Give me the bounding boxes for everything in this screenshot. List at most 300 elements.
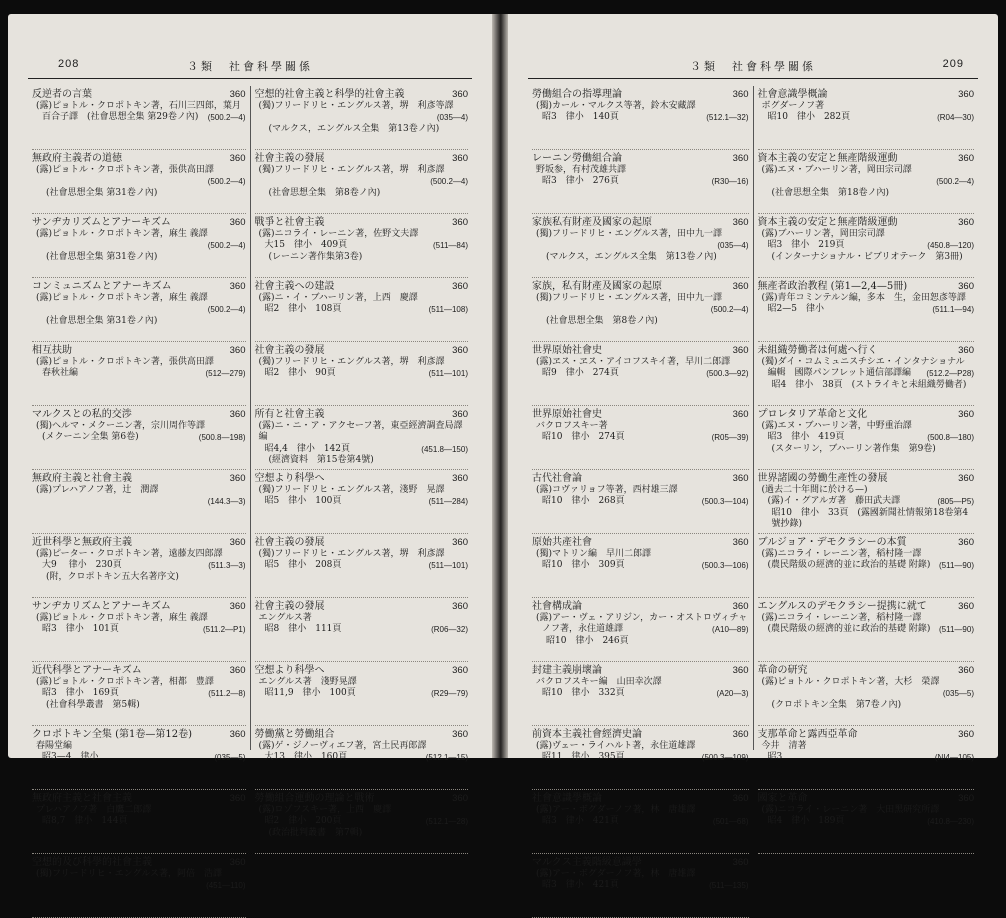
entry-author: 春陽堂編 xyxy=(36,740,73,751)
entry-price: 360 xyxy=(958,601,974,612)
entry-price: 360 xyxy=(732,665,749,676)
entry-call-number: (511.3—3) xyxy=(208,561,246,570)
entry-detail-row xyxy=(758,560,975,572)
entry-title: プロレタリア革命と文化 xyxy=(757,409,868,420)
entry-author: (露)ニコライ・レーニン著，佐野文夫譯 xyxy=(258,228,419,239)
entry-call-number: (501—68) xyxy=(712,817,749,826)
entry-note: (社會科學叢書 第5輯) xyxy=(46,699,140,710)
entry-title: マルクスとの私的交渉 xyxy=(32,409,132,420)
entry-author: (獨)フリードリヒ・エングルス著，阿倍 浩譯 xyxy=(36,868,222,879)
entry-price: 360 xyxy=(229,793,246,804)
entry-detail-row xyxy=(758,752,975,764)
entry-call-number: (511—90) xyxy=(939,625,974,634)
entry-call-number: (451—110) xyxy=(206,881,246,890)
catalog-entry xyxy=(532,86,749,150)
entry-note: (クロポトキン全集 第7卷ノ內) xyxy=(771,699,902,710)
entry-detail: 百合子譯 (社會思想全集 第29卷ノ內) xyxy=(42,112,199,122)
entry-price: 360 xyxy=(452,153,468,164)
entry-detail-row xyxy=(255,560,469,572)
entry-detail: 昭3 律小 140頁 xyxy=(542,112,619,122)
entry-call-number: (NI4—105) xyxy=(934,753,974,762)
catalog-entry xyxy=(532,214,749,278)
entry-detail: 昭4 律小 189頁 xyxy=(767,816,845,826)
catalog-entry xyxy=(532,278,749,342)
entry-author: (露)ブハーリン著，岡田宗司譯 xyxy=(761,228,885,239)
entry-detail: 昭3 律小 421頁 xyxy=(542,816,619,826)
entry-detail-row xyxy=(255,752,469,764)
entry-title-row xyxy=(255,281,469,293)
entry-title: 國家と革命 xyxy=(757,793,808,804)
right-columns xyxy=(528,86,978,890)
entry-title: 所有と社會主義 xyxy=(254,409,325,420)
entry-title: 勞働組合運動の理論と戰術 xyxy=(254,793,375,804)
entry-title-row xyxy=(255,665,469,677)
entry-call-number: (035—4) xyxy=(717,241,749,250)
catalog-entry xyxy=(532,150,749,214)
entry-price: 360 xyxy=(229,665,246,676)
entry-call-number: (500.2—4) xyxy=(207,177,246,186)
entry-price: 360 xyxy=(958,281,974,292)
entry-title: 無政府主義と社會主義 xyxy=(32,793,132,804)
entry-price: 360 xyxy=(229,217,246,228)
entry-title: クロポトキン全集 (第1卷—第12卷) xyxy=(32,729,192,740)
entry-title-row xyxy=(32,345,246,357)
entry-title: 相互扶助 xyxy=(32,345,72,356)
entry-author: (獨)マトリン編 早川二郎譯 xyxy=(536,548,652,559)
entry-author: (露)ニコライ・レーニン著 大田黑研究所譯 xyxy=(761,804,940,815)
right-header-rule xyxy=(528,78,978,79)
entry-detail-row xyxy=(758,624,975,636)
entry-detail-row xyxy=(32,368,246,380)
entry-price: 360 xyxy=(452,409,468,420)
right-column-2 xyxy=(753,86,979,826)
entry-price: 360 xyxy=(958,217,974,228)
entry-detail-row xyxy=(532,176,749,188)
catalog-entry xyxy=(32,662,246,726)
entry-title-row xyxy=(758,409,975,421)
left-header-rule xyxy=(28,78,472,79)
entry-note: (社會思想全集 第31卷ノ內) xyxy=(46,251,158,262)
entry-detail: 昭3 律小 419頁 xyxy=(767,432,845,442)
entry-price: 360 xyxy=(732,601,749,612)
entry-detail: 昭3 律小 219頁 xyxy=(767,240,845,250)
entry-price: 360 xyxy=(229,409,246,420)
entry-author: エングルス著 淺野晃譯 xyxy=(258,676,357,687)
entry-author: (露)アー・ボグダーノフ著，林 唐雄譯 xyxy=(536,868,696,879)
entry-title-row xyxy=(255,409,469,421)
entry-title-row xyxy=(32,89,246,101)
entry-note: (社會思想全集 第18卷ノ內) xyxy=(771,187,889,198)
catalog-entry xyxy=(758,790,975,854)
entry-detail: 昭2 律小 108頁 xyxy=(264,304,342,314)
entry-detail: 昭11,9 律小 100頁 xyxy=(264,688,356,698)
catalog-entry xyxy=(32,214,246,278)
entry-detail-row xyxy=(255,816,469,828)
entry-call-number: (511—108) xyxy=(428,305,468,314)
entry-title: 空想より科學へ xyxy=(254,665,325,676)
catalog-entry xyxy=(532,854,749,918)
catalog-entry xyxy=(758,342,975,406)
entry-author: (露)アー・ヴェ・アリジン，カー・オストロヴィチャ xyxy=(536,612,748,623)
entry-price: 360 xyxy=(958,89,974,100)
entry-price: 360 xyxy=(229,345,246,356)
entry-author: (露)ヴェー・ライハルト著，永住道雄譯 xyxy=(536,740,696,751)
entry-detail: 昭10 律小 332頁 xyxy=(542,688,625,698)
entry-note: (インターナショナル・ビブリオテーク 第3冊) xyxy=(771,251,963,262)
entry-call-number: (144.3—3) xyxy=(207,497,246,506)
entry-detail-row xyxy=(255,688,469,700)
entry-price: 360 xyxy=(229,89,246,100)
entry-price: 360 xyxy=(958,729,974,740)
catalog-entry xyxy=(255,278,469,342)
entry-title: 近代科學とアナーキズム xyxy=(32,665,142,676)
entry-note: (社會思想全集 第8卷ノ內) xyxy=(546,315,658,326)
entry-title: 世界諸國の勞働生產性の發展 xyxy=(757,473,888,484)
catalog-entry xyxy=(255,214,469,278)
entry-price: 360 xyxy=(732,89,749,100)
left-column-1 xyxy=(28,86,250,890)
entry-detail-row xyxy=(32,560,246,572)
entry-title-row xyxy=(255,601,469,613)
entry-title: ブルジョア・デモクラシーの本質 xyxy=(757,537,907,548)
right-running-title: ３類 社會科學關係 xyxy=(690,60,816,73)
entry-call-number: (035—4) xyxy=(436,113,468,122)
entry-title: サンヂカリズムとアナーキズム xyxy=(32,601,171,612)
entry-note: (社會思想全集 第31卷ノ內) xyxy=(46,187,158,198)
entry-title-row xyxy=(255,345,469,357)
entry-price: 360 xyxy=(452,729,468,740)
entry-title: 資本主義の安定と無產階級運動 xyxy=(757,153,898,164)
entry-detail: 昭3 律小 421頁 xyxy=(542,880,619,890)
entry-detail-row xyxy=(758,304,975,316)
entry-detail: ノフ著，永住道雄譯 xyxy=(542,624,624,634)
entry-call-number: (A10—89) xyxy=(712,625,749,634)
entry-author: 野坂参，有村茂雄共譯 xyxy=(536,164,627,175)
catalog-entry xyxy=(532,342,749,406)
right-page-number: 209 xyxy=(942,58,964,70)
entry-detail: 昭10 律小 268頁 xyxy=(542,496,625,506)
catalog-entry xyxy=(758,214,975,278)
entry-detail-row xyxy=(255,112,469,124)
entry-title-row xyxy=(758,793,975,805)
entry-price: 360 xyxy=(452,473,468,484)
entry-call-number: (451.8—150) xyxy=(421,444,468,454)
entry-note: (社會思想全集 第8卷ノ內) xyxy=(268,187,381,198)
entry-call-number: (511—284) xyxy=(428,497,468,506)
entry-title-row xyxy=(32,537,246,549)
left-columns xyxy=(28,86,472,890)
entry-title: 世界原始社會史 xyxy=(532,409,602,420)
entry-detail-row xyxy=(758,432,975,444)
catalog-entry xyxy=(532,790,749,854)
entry-title-row xyxy=(532,281,749,293)
entry-title-row xyxy=(758,729,975,741)
entry-detail xyxy=(32,880,42,892)
entry-title: 家族私有財產及國家の起原 xyxy=(532,217,652,228)
entry-price: 360 xyxy=(229,537,246,548)
entry-detail-row xyxy=(32,880,246,892)
entry-call-number: (511—101) xyxy=(428,561,468,570)
entry-price: 360 xyxy=(452,89,468,100)
entry-title-row xyxy=(532,409,749,421)
entry-author: (露)ピーター・クロポトキン著，遠藤友四郎譯 xyxy=(36,548,223,559)
entry-title: 社會主義の發展 xyxy=(254,153,325,164)
entry-title: エングルスのデモクラシー提携に就て xyxy=(757,601,927,612)
entry-author: (獨)フリードリヒ・エングルス著，堺 利彥等譯 xyxy=(258,100,454,111)
entry-title-row xyxy=(532,345,749,357)
entry-note: (附，クロポトキン五大名著序文) xyxy=(46,571,179,582)
entry-detail-row xyxy=(32,176,246,188)
entry-title: マルクス主義階級意識學 xyxy=(532,857,642,868)
entry-call-number: (511—90) xyxy=(939,561,974,570)
entry-price: 360 xyxy=(452,281,468,292)
entry-call-number: (511.2—P1) xyxy=(202,625,246,634)
entry-detail xyxy=(532,240,542,252)
entry-title-row xyxy=(532,665,749,677)
entry-title: 社會主義の發展 xyxy=(254,601,325,612)
entry-call-number: (512—279) xyxy=(205,369,246,378)
entry-price: 360 xyxy=(229,601,246,612)
entry-author: バクロフスキー著 xyxy=(536,420,608,431)
entry-title: 未組織勞働者は何處へ行く xyxy=(757,345,878,356)
entry-call-number: (512.1—15) xyxy=(425,753,468,762)
entry-author: (獨)フリードリヒ・エングルス著，田中九一譯 xyxy=(536,292,722,303)
entry-detail: (メクーニン全集 第6卷) xyxy=(42,432,139,442)
entry-price: 360 xyxy=(732,409,749,420)
catalog-entry xyxy=(532,598,749,662)
entry-title: 空想的社會主義と科學的社會主義 xyxy=(254,89,405,100)
entry-author: (過去二十年間に於ける—) xyxy=(761,484,868,495)
entry-title-row xyxy=(255,89,469,101)
entry-note: (マルクス，エングルス全集 第13卷ノ內) xyxy=(546,251,717,262)
catalog-entry xyxy=(32,406,246,470)
entry-author: (獨)フリードリヒ・エングルス著，堺 利彥譯 xyxy=(258,548,445,559)
catalog-entry xyxy=(758,150,975,214)
entry-detail-row xyxy=(255,176,469,188)
catalog-entry xyxy=(32,534,246,598)
entry-detail: 昭3 xyxy=(767,752,783,762)
catalog-entry xyxy=(758,534,975,598)
entry-detail xyxy=(758,688,768,700)
catalog-entry xyxy=(32,790,246,854)
entry-call-number: (500.2—4) xyxy=(207,241,246,250)
catalog-entry xyxy=(32,470,246,534)
entry-detail-row xyxy=(32,432,246,444)
entry-price: 360 xyxy=(958,665,974,676)
entry-detail-row xyxy=(758,176,975,188)
entry-title-row xyxy=(532,601,749,613)
entry-author: (獨)フリードリヒ・エングルス著，淺野 晃譯 xyxy=(258,484,445,495)
entry-call-number: (512.1—32) xyxy=(706,113,749,122)
entry-author: (露)ピョトル・クロポトキン著，張供高田譯 xyxy=(36,356,214,367)
catalog-entry xyxy=(758,726,975,790)
entry-detail: 昭3 律小 101頁 xyxy=(42,624,119,634)
entry-call-number: (R05—39) xyxy=(711,433,749,442)
entry-price: 360 xyxy=(732,217,749,228)
entry-detail: 春秋社編 xyxy=(42,368,79,378)
entry-author: 今井 清著 xyxy=(761,740,807,751)
entry-call-number: (500.2—4) xyxy=(430,177,468,186)
entry-title: 革命の研究 xyxy=(757,665,808,676)
catalog-entry xyxy=(255,534,469,598)
entry-price: 360 xyxy=(732,729,749,740)
catalog-entry xyxy=(255,470,469,534)
catalog-entry xyxy=(532,406,749,470)
entry-detail: 編輯 國際パンフレット通信部譯編 xyxy=(767,368,912,378)
entry-title-row xyxy=(758,473,975,485)
entry-price: 360 xyxy=(732,153,749,164)
entry-price: 360 xyxy=(452,793,468,804)
entry-author: (露)ニ・ニ・ア・アクセーフ著，東亞經濟調査局譯編 xyxy=(258,420,463,442)
entry-author: (露)ゲ・ジノーヴィエフ著，宮土民再郎譯 xyxy=(258,740,427,751)
entry-call-number: (512.1—28) xyxy=(425,817,468,826)
entry-title: 無政府主義者の道徳 xyxy=(32,153,122,164)
entry-detail: 大9 律小 230頁 xyxy=(42,560,122,570)
entry-call-number: (410.8—230) xyxy=(927,817,974,826)
catalog-entry xyxy=(255,726,469,790)
catalog-entry xyxy=(255,86,469,150)
entry-detail-row xyxy=(255,304,469,316)
entry-title: 空想より科學へ xyxy=(254,473,325,484)
entry-author: (獨)ダイ・コムミュニスチシエ・インタナショナル xyxy=(761,356,965,367)
entry-author: (露)ニ・イ・ブハーリン著，上西 慶譯 xyxy=(258,292,418,303)
entry-note: (經濟資料 第15卷第4號) xyxy=(268,455,374,465)
entry-title: 社會主義への建設 xyxy=(254,281,335,292)
entry-detail-row xyxy=(532,880,749,892)
entry-title-row xyxy=(255,153,469,165)
entry-title: 社會意識學概論 xyxy=(532,793,602,804)
entry-detail-row xyxy=(32,624,246,636)
left-page xyxy=(8,14,492,890)
entry-price: 360 xyxy=(958,473,974,484)
entry-detail-row xyxy=(758,816,975,828)
entry-detail-row xyxy=(758,688,975,700)
entry-detail-row xyxy=(255,624,469,636)
entry-call-number: (500.2—4) xyxy=(207,305,246,314)
entry-detail: 昭10 律小 282頁 xyxy=(767,112,851,122)
entry-detail xyxy=(255,112,265,124)
entry-title-row xyxy=(32,409,246,421)
entry-detail-row xyxy=(32,304,246,316)
entry-call-number: (500.3—109) xyxy=(701,753,749,762)
left-page-number: 208 xyxy=(58,58,80,70)
entry-author: エングルス著 xyxy=(258,612,312,623)
entry-title-row xyxy=(32,217,246,229)
entry-detail: (農民階級の經濟的並に政治的基礎 附錄) xyxy=(767,560,931,570)
left-column-2 xyxy=(250,86,473,838)
entry-author: (獨)フリードリヒ・エングルス著，堺 利彥譯 xyxy=(258,164,445,175)
entry-detail: 大13 律小 160頁 xyxy=(264,752,348,762)
entry-title-row xyxy=(758,665,975,677)
entry-title-row xyxy=(758,345,975,357)
entry-call-number: (500.3—92) xyxy=(706,369,749,378)
entry-title-row xyxy=(758,601,975,613)
entry-title: 勞働組合の指導理論 xyxy=(532,89,622,100)
entry-author: (獨)ヘルマ・メクーニン著，宗川周作等譯 xyxy=(36,420,206,431)
entry-call-number: (511.2—8) xyxy=(208,689,246,698)
entry-detail xyxy=(32,496,42,508)
entry-title: 前資本主義社會經濟史論 xyxy=(532,729,642,740)
catalog-entry xyxy=(532,470,749,534)
entry-price: 360 xyxy=(958,153,974,164)
entry-author: (露)ピョトル・クロポトキン著，麻生 義譯 xyxy=(36,292,208,303)
entry-author: (露)ピョトル・クロポトキン著，大杉 榮譯 xyxy=(761,676,940,687)
entry-note: 昭10 律小 246頁 xyxy=(546,635,629,646)
entry-detail-row xyxy=(32,112,246,124)
catalog-entry xyxy=(758,406,975,470)
entry-author: (露)ピョトル・クロポトキン著，石川三四郎，葉月 xyxy=(36,100,241,111)
entry-title: 資本主義の安定と無產階級運動 xyxy=(757,217,898,228)
entry-detail-row xyxy=(532,752,749,764)
entry-call-number: (511—135) xyxy=(709,881,749,890)
entry-title-row xyxy=(532,729,749,741)
entry-price: 360 xyxy=(958,793,974,804)
entry-detail xyxy=(532,304,542,316)
entry-detail: 昭5 律小 208頁 xyxy=(264,560,342,570)
entry-detail-row xyxy=(758,240,975,252)
right-column-1 xyxy=(528,86,753,890)
entry-price: 360 xyxy=(732,345,749,356)
entry-call-number: (805—P5) xyxy=(937,497,974,506)
entry-author: (露)プレハアノフ著，辻 潤譯 xyxy=(36,484,159,495)
entry-title: 社會主義の發展 xyxy=(254,537,325,548)
entry-title-row xyxy=(532,153,749,165)
entry-detail: 昭3—4 律小 xyxy=(42,752,99,762)
entry-title-row xyxy=(32,281,246,293)
entry-title-row xyxy=(532,793,749,805)
entry-title-row xyxy=(532,537,749,549)
entry-price: 360 xyxy=(732,473,749,484)
entry-detail: (農民階級の經濟的並に政治的基礎 附錄) xyxy=(767,624,931,634)
entry-price: 360 xyxy=(732,793,749,804)
catalog-entry xyxy=(32,150,246,214)
entry-note: (政治批判叢書 第7輯) xyxy=(268,827,363,838)
catalog-entry xyxy=(32,278,246,342)
entry-title: 近世科學と無政府主義 xyxy=(32,537,132,548)
entry-call-number: (R04—30) xyxy=(937,113,974,122)
entry-call-number: (500.3—104) xyxy=(701,497,749,506)
entry-detail-row xyxy=(255,496,469,508)
entry-title-row xyxy=(32,153,246,165)
entry-detail: 大15 律小 409頁 xyxy=(264,240,348,250)
catalog-entry xyxy=(255,150,469,214)
entry-price: 360 xyxy=(958,409,974,420)
entry-author: (露)ニコライ・レーニン著，稻村隆一譯 xyxy=(761,548,922,559)
entry-author: (露)ピョトル・クロポトキン著，麻生 義譯 xyxy=(36,228,208,239)
catalog-entry xyxy=(32,854,246,918)
entry-detail: 昭2—5 律小 xyxy=(767,304,824,314)
entry-title: サンヂカリズムとアナーキズム xyxy=(32,217,171,228)
entry-author: (露)青年コミンテルン編，多本 生，金田恕彥等譯 xyxy=(761,292,966,303)
entry-title-row xyxy=(758,281,975,293)
catalog-entry xyxy=(532,534,749,598)
entry-author: (露)ピョトル・クロポトキン著，相都 豊譯 xyxy=(36,676,214,687)
catalog-entry xyxy=(255,406,469,470)
entry-detail-row xyxy=(255,444,469,456)
entry-title: 社會意識學概論 xyxy=(757,89,828,100)
entry-call-number: (035—5) xyxy=(942,689,974,698)
entry-call-number: (500.2—4) xyxy=(207,113,246,122)
entry-title: 原始共產社會 xyxy=(532,537,592,548)
entry-author: (露)コヴァリョフ等著，西村雄三譯 xyxy=(536,484,678,495)
entry-detail-row xyxy=(32,752,246,764)
catalog-entry xyxy=(758,662,975,726)
entry-author: ボグダーノフ著 xyxy=(761,100,825,111)
catalog-entry xyxy=(532,726,749,790)
entry-detail: 昭5 律小 100頁 xyxy=(264,496,342,506)
entry-title: 無政府主義と社會主義 xyxy=(32,473,132,484)
left-page-header xyxy=(28,58,472,76)
